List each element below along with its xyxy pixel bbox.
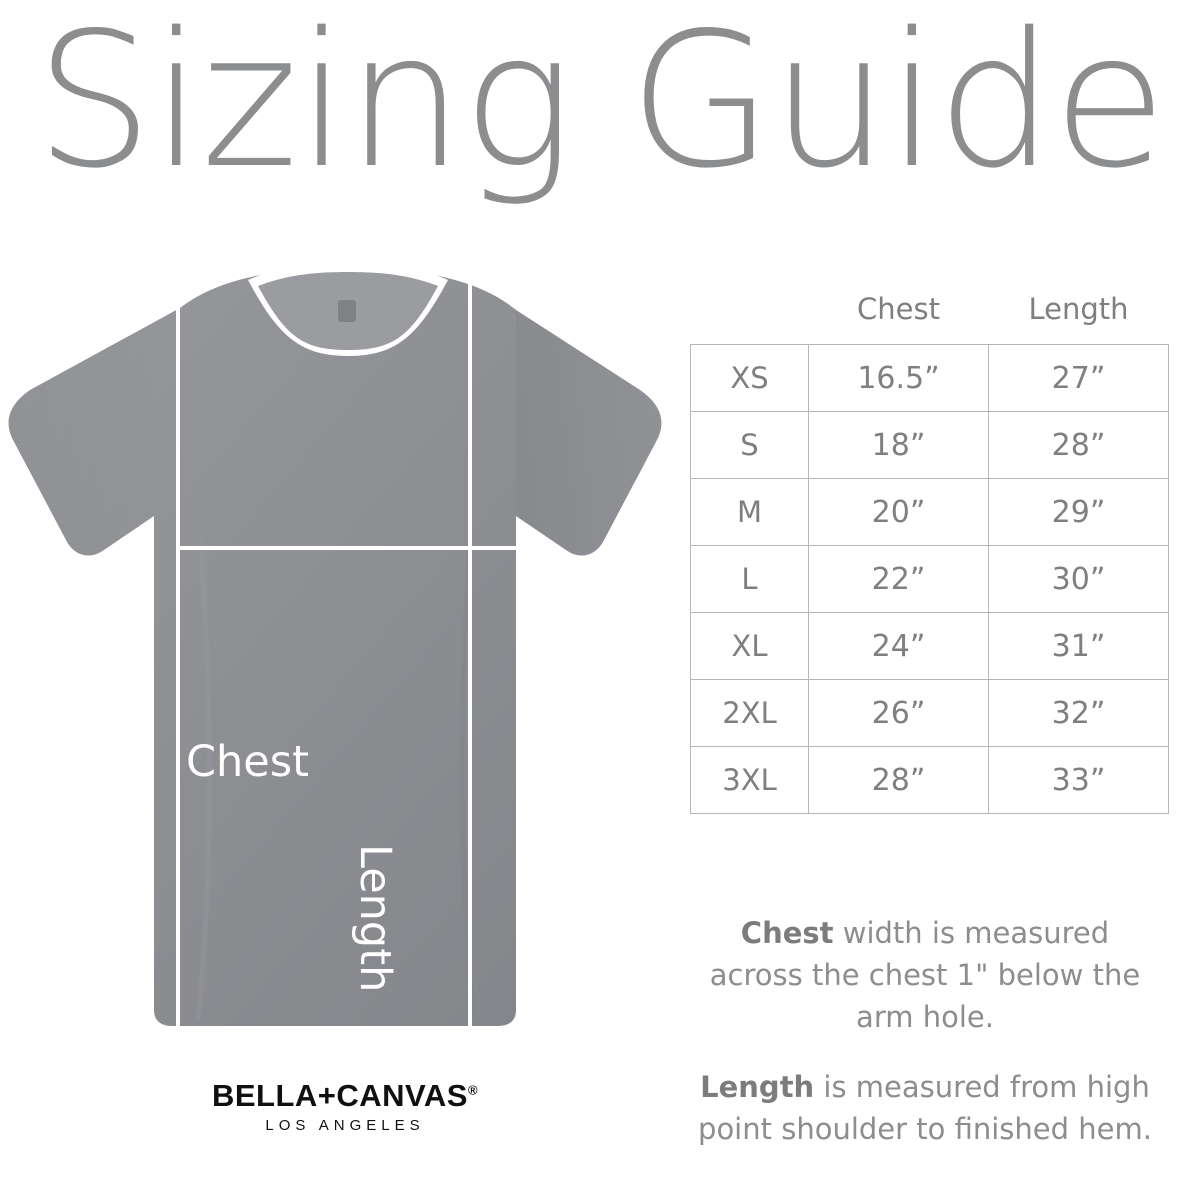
cell-size: L — [691, 546, 809, 613]
table-row — [691, 613, 1169, 680]
tshirt-graphic — [0, 240, 690, 1050]
size-table-container — [690, 292, 1168, 814]
cell-size: 3XL — [691, 747, 809, 814]
cell-length: 30” — [989, 546, 1169, 613]
chest-note — [690, 912, 1160, 1038]
cell-length: 31” — [989, 613, 1169, 680]
cell-length: 29” — [989, 479, 1169, 546]
cell-size: M — [691, 479, 809, 546]
cell-chest: 24” — [809, 613, 989, 680]
cell-length: 32” — [989, 680, 1169, 747]
cell-length: 33” — [989, 747, 1169, 814]
chest-note-text: width is measured across the chest 1" below the arm hole. — [709, 916, 1141, 1035]
cell-chest: 16.5” — [809, 345, 989, 412]
measurement-notes — [690, 912, 1160, 1178]
table-row — [691, 479, 1169, 546]
cell-size: S — [691, 412, 809, 479]
cell-chest: 22” — [809, 546, 989, 613]
table-row — [691, 345, 1169, 412]
cell-size: XS — [691, 345, 809, 412]
cell-chest: 26” — [809, 680, 989, 747]
brand-logo — [175, 1072, 515, 1143]
registered-trademark-icon: ® — [467, 1082, 479, 1098]
table-row — [691, 747, 1169, 814]
cell-chest: 28” — [809, 747, 989, 814]
chest-measurement-label: Chest — [186, 737, 309, 787]
brand-name-text: BELLA+CANVAS — [211, 1078, 468, 1113]
cell-chest: 20” — [809, 479, 989, 546]
brand-subtitle: LOS ANGELES — [265, 1117, 425, 1134]
header-size — [691, 292, 809, 345]
cell-chest: 18” — [809, 412, 989, 479]
brand-name — [175, 1080, 515, 1111]
table-row — [691, 412, 1169, 479]
table-header-row — [691, 292, 1169, 345]
length-note-text: is measured from high point shoulder to finished hem. — [698, 1070, 1152, 1147]
length-measurement-label: Length — [350, 844, 400, 993]
page-title: Sizing Guide — [35, 0, 1165, 209]
table-row — [691, 546, 1169, 613]
table-row — [691, 680, 1169, 747]
shirt-illustration — [0, 240, 690, 1050]
header-chest: Chest — [857, 292, 940, 326]
cell-length: 28” — [989, 412, 1169, 479]
length-note — [690, 1066, 1160, 1150]
cell-size: 2XL — [691, 680, 809, 747]
header-length: Length — [1028, 292, 1129, 326]
cell-length: 27” — [989, 345, 1169, 412]
size-table — [690, 292, 1169, 814]
chest-note-bold: Chest — [740, 916, 834, 950]
length-note-bold: Length — [700, 1070, 815, 1105]
cell-size: XL — [691, 613, 809, 680]
